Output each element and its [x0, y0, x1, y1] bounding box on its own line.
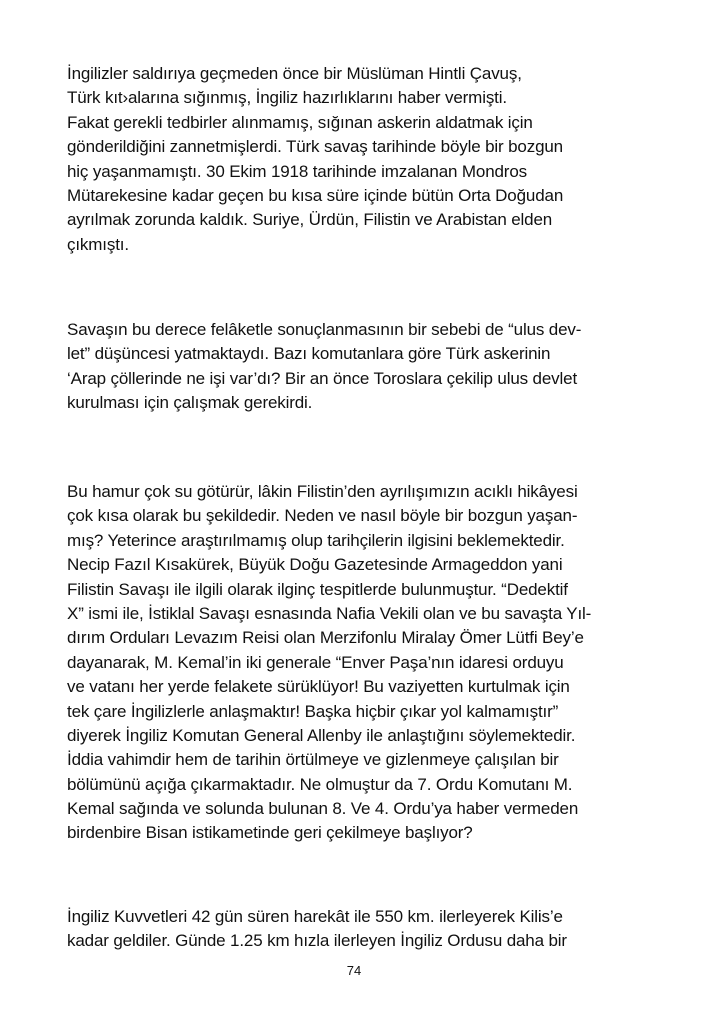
text-line: dırım Orduları Levazım Reisi olan Merzifonlu Miralay Ömer Lütfi Bey’e — [67, 628, 584, 648]
text-line: diyerek İngiliz Komutan General Allenby ile anlaştığını söylemektedir. — [67, 725, 576, 745]
text-line: Kemal sağında ve solunda bulunan 8. Ve 4. Ordu’ya haber vermeden — [67, 799, 579, 819]
text-line: Türk kıt›alarına sığınmış, İngiliz hazırlıklarını haber vermişti. — [67, 88, 507, 108]
text-line: gönderildiğini zannetmişlerdi. Türk savaş tarihinde böyle bir bozgun — [67, 137, 563, 157]
text-line: mış? Yeterince araştırılmamış olup tarihçilerin ilgisini beklemektedir. — [67, 530, 565, 550]
text-line: ‘Arap çöllerinde ne işi var’dı? Bir an önce Toroslara çekilip ulus devlet — [67, 368, 578, 388]
text-line: Mütarekesine kadar geçen bu kısa süre içinde bütün Orta Doğudan — [67, 185, 564, 205]
text-line: kadar geldiler. Günde 1.25 km hızla ilerleyen İngiliz Ordusu daha bir — [67, 931, 567, 951]
paragraph-3 — [67, 480, 647, 846]
text-line: çok kısa olarak bu şekildedir. Neden ve nasıl böyle bir bozgun yaşan- — [67, 506, 578, 526]
text-line: çıkmıştı. — [67, 234, 129, 254]
text-line: ayrılmak zorunda kaldık. Suriye, Ürdün, Filistin ve Arabistan elden — [67, 210, 553, 230]
text-line: Bu hamur çok su götürür, lâkin Filistin’den ayrılışımızın acıklı hikâyesi — [67, 482, 578, 501]
paragraph-1 — [67, 62, 647, 257]
text-line: İddia vahimdir hem de tarihin örtülmeye ve gizlenmeye çalışılan bir — [67, 750, 559, 770]
text-line: kurulması için çalışmak gerekirdi. — [67, 393, 313, 413]
paragraph-4 — [67, 905, 647, 954]
text-line: dayanarak, M. Kemal’in iki generale “Enver Paşa’nın idaresi orduyu — [67, 652, 564, 672]
text-line: Savaşın bu derece felâketle sonuçlanmasının bir sebebi de “ulus dev- — [67, 320, 582, 339]
text-line: hiç yaşanmamıştı. 30 Ekim 1918 tarihinde imzalanan Mondros — [67, 161, 527, 181]
text-line: Necip Fazıl Kısakürek, Büyük Doğu Gazetesinde Armageddon yani — [67, 555, 563, 575]
page-number: 74 — [346, 963, 362, 978]
text-line: Fakat gerekli tedbirler alınmamış, sığınan askerin aldatmak için — [67, 112, 533, 132]
text-line: İngiliz Kuvvetleri 42 gün süren harekât ile 550 km. ilerleyerek Kilis’e — [67, 907, 563, 926]
text-line: ve vatanı her yerde felakete sürüklüyor! Bu vaziyetten kurtulmak için — [67, 677, 570, 697]
text-line: let” düşüncesi yatmaktaydı. Bazı komutanlara göre Türk askerinin — [67, 344, 551, 364]
text-line: X” ismi ile, İstiklal Savaşı esnasında Nafia Vekili olan ve bu savaşta Yıl- — [67, 603, 592, 623]
paragraph-2 — [67, 318, 647, 416]
text-line: bölümünü açığa çıkarmaktadır. Ne olmuştur da 7. Ordu Komutanı M. — [67, 774, 573, 794]
text-line: İngilizler saldırıya geçmeden önce bir Müslüman Hintli Çavuş, — [67, 64, 522, 83]
text-line: Filistin Savaşı ile ilgili olarak ilginç tespitlerde bulunmuştur. “Dedektif — [67, 579, 568, 599]
text-line: birdenbire Bisan istikametinde geri çekilmeye başlıyor? — [67, 823, 473, 843]
text-line: tek çare İngilizlerle anlaşmaktır! Başka hiçbir çıkar yol kalmamıştır” — [67, 701, 559, 721]
